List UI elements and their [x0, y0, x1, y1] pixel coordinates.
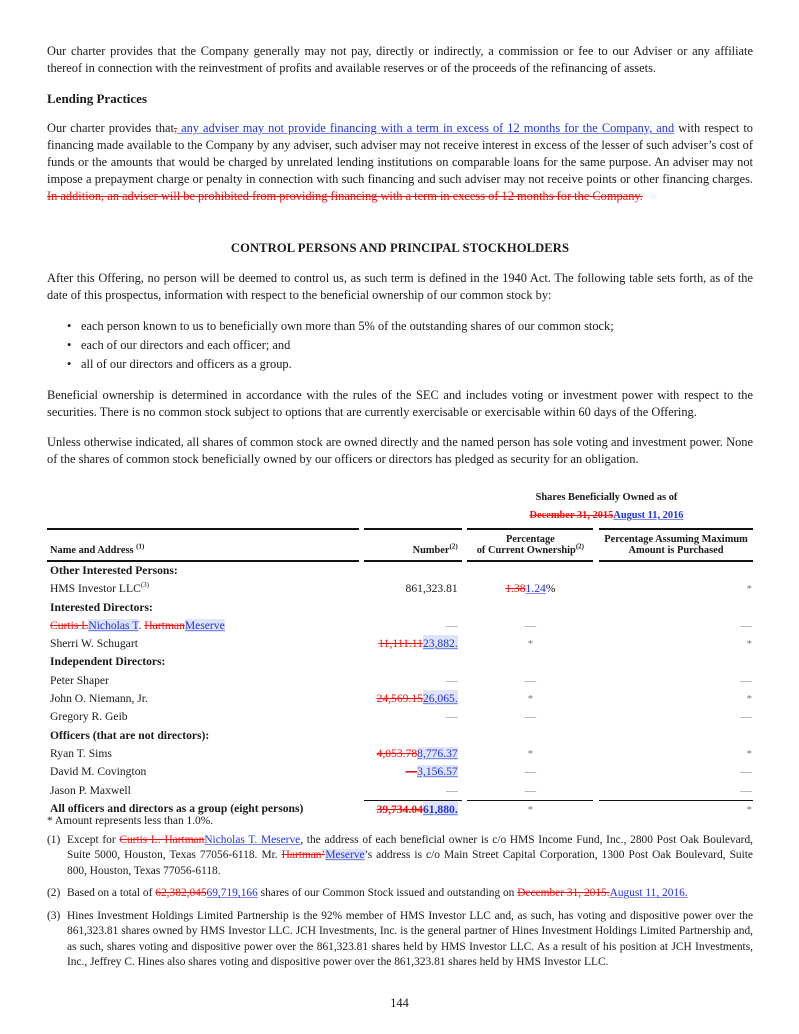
deleted-text: 39,734.04	[376, 802, 423, 816]
row-name	[47, 580, 359, 598]
footnote-ref: (2)	[575, 542, 585, 551]
inserted-text: 26,065.	[422, 692, 458, 706]
table-row	[47, 708, 753, 726]
inserted-text: 23,882.	[422, 637, 458, 651]
section-title: CONTROL PERSONS AND PRINCIPAL STOCKHOLDERS	[230, 241, 570, 256]
table-row	[47, 635, 753, 653]
row-number	[364, 745, 461, 763]
footnote-number: (1)	[47, 833, 61, 846]
row-percentage: —	[524, 618, 537, 632]
inserted-text: Meserve	[184, 618, 225, 632]
row-percentage: —	[524, 783, 537, 797]
row-number: 861,323.81	[405, 582, 458, 596]
footnote-ref: (2)	[449, 542, 458, 551]
header-max-line1: Percentage Assuming Maximum	[604, 533, 748, 545]
row-percentage: —	[524, 673, 537, 687]
footnotes	[47, 833, 753, 978]
inserted-text: 8,776.37	[417, 746, 458, 760]
table-category-row	[47, 562, 753, 580]
footnote-item	[47, 886, 753, 902]
table-row	[47, 782, 753, 800]
category-label: Independent Directors:	[50, 655, 166, 669]
row-max-percentage: —	[740, 618, 752, 632]
table-star-note: * Amount represents less than 1.0%.	[47, 814, 214, 827]
inserted-text: 3,156.57	[417, 765, 458, 779]
table-row	[47, 617, 753, 635]
footnote-ref: (1)	[136, 542, 145, 551]
inserted-text: Nicholas T. Meserve	[204, 833, 301, 846]
row-number	[364, 800, 461, 819]
table-row	[47, 690, 753, 708]
category-label: Other Interested Persons:	[50, 563, 178, 577]
deleted-text: 11,111.11	[378, 637, 423, 651]
row-name: Ryan T. Sims	[50, 746, 112, 760]
header-number	[364, 528, 461, 562]
inserted-text: any adviser may not provide financing with a term in excess of 12 months for the Company, and	[177, 121, 675, 136]
footnote-text	[67, 833, 753, 880]
row-percentage: *	[467, 800, 593, 819]
header-max-line2: Amount is Purchased	[628, 545, 724, 557]
header-percentage-current	[467, 528, 593, 562]
deleted-text: December 31, 2015	[529, 509, 614, 521]
paragraph-commission: Our charter provides that the Company generally may not pay, directly or indirectly, a commission or fee to our Adviser or any affiliate thereof in connection with the reinvestment of profits and available reserves or of the proceeds of the refinancing of assets.	[47, 44, 753, 75]
table-row	[47, 763, 753, 781]
row-name-text: HMS Investor LLC	[50, 582, 141, 596]
ownership-table	[47, 528, 753, 819]
table-category-row	[47, 599, 753, 617]
row-name: Sherri W. Schugart	[50, 637, 138, 651]
table-row	[47, 580, 753, 598]
footnote-text-part: , the address of each beneficial owner is c/o HMS Income Fund, Inc., 2800 Post Oak Boulevard, Suite 5000, Houston, Texas 77056-6118. Mr.	[67, 833, 753, 862]
footnote-number: (2)	[47, 887, 61, 900]
table-span-header: Shares Beneficially Owned as of	[535, 491, 678, 503]
row-max-percentage: *	[746, 583, 752, 596]
row-name: All officers and directors as a group (eight persons)	[50, 802, 304, 816]
table-span-date	[460, 507, 753, 525]
footnote-text-part: shares of our Common Stock issued and outstanding on	[257, 887, 518, 900]
deleted-text: 24,569.15	[376, 692, 423, 706]
bullet-item: • all of our directors and officers as a group.	[67, 356, 753, 373]
deleted-text: 62,382,045	[155, 887, 207, 900]
deleted-text: Hartman	[144, 618, 185, 632]
bullet-list	[47, 318, 753, 373]
footnote-text: Hines Investment Holdings Limited Partnership is the 92% member of HMS Investor LLC and, as such, has voting and dispositive power over the 861,323.81 shares owned by HMS Investor LLC. JCH Investments, Inc. is the general partner of Hines Investment Holdings Limited Partnership and, as such, shares voting and dispositive power over the 861,323.81 shares held by HMS Investor LLC. As a result of his position at JCH Investments, Inc., Jeffrey C. Hines also shares voting and dispositive power over the 861,323.81 shares held by HMS Investor LLC.	[67, 909, 753, 969]
category-label: Officers (that are not directors):	[50, 728, 210, 742]
paragraph-unless: Unless otherwise indicated, all shares of common stock are owned directly and the named person has sole voting and investment power. None of the shares of common stock beneficially owned by our officers or directors has pledged as security for an obligation.	[47, 435, 753, 467]
footnote-text-part: Based on a total of	[67, 887, 156, 900]
header-name	[47, 528, 359, 562]
footnote-ref: (3)	[140, 581, 149, 590]
footnote-text-part: Except for	[67, 833, 120, 846]
lending-text-b: with respect to financing made available to the Company by any adviser, such adviser may not receive interest in excess of the lesser of such adviser’s cost of funds or the amounts that would be charged by unrelated lending institutions on comparable loans for the same purpose. An adviser may not impose a prepayment charge or penalty in connection with such financing and such adviser may not receive points or other financing charges.	[47, 121, 754, 186]
footnote-text-part: ’s address is c/o Main Street Capital Corporation, 1300 Post Oak Boulevard, Suite 800, Houston, Texas 77056-6118.	[67, 849, 753, 877]
bullet-item: • each person known to us to beneficially own more than 5% of the outstanding shares of our common stock;	[67, 318, 753, 335]
inserted-text: 1.24	[525, 582, 546, 596]
row-max-percentage: —	[740, 783, 752, 797]
inserted-text: Nicholas T	[88, 618, 139, 632]
footnote-item	[47, 833, 753, 880]
paragraph-control: After this Offering, no person will be deemed to control us, as such term is defined in the 1940 Act. The following table sets forth, as of the date of this prospectus, information with respect to the beneficial ownership of our common stock by:	[47, 271, 753, 302]
lending-text-a: Our charter provides that	[47, 121, 174, 136]
paragraph-beneficial: Beneficial ownership is determined in accordance with the rules of the SEC and includes voting or investment power with respect to the securities. There is no common stock subject to options that are currently exercisable or exercisable within 60 days of the Offering.	[47, 387, 753, 419]
header-number-label: Number	[412, 545, 450, 557]
header-percentage-maximum	[599, 528, 753, 562]
deleted-text: Curtis L. Hartman	[119, 833, 205, 846]
deleted-text: 1.38	[505, 582, 526, 596]
row-max-percentage: *	[599, 800, 753, 819]
deleted-text: Curtis L	[50, 618, 89, 632]
row-name: Peter Shaper	[50, 673, 109, 687]
row-max-percentage: *	[746, 747, 752, 760]
row-name	[47, 617, 359, 635]
inserted-text: 69,719,166	[206, 887, 258, 900]
footnote-number: (3)	[47, 909, 61, 922]
paragraph-lending	[47, 120, 753, 204]
row-name-text: .	[138, 618, 145, 632]
header-pct-line1: Percentage	[505, 533, 555, 545]
row-percentage: *	[527, 693, 534, 706]
inserted-text: August 11, 2016	[613, 509, 684, 521]
header-name-label: Name and Address	[50, 545, 134, 557]
row-number	[364, 763, 461, 781]
inserted-text: Meserve	[325, 849, 365, 862]
row-number	[364, 635, 461, 653]
row-number: —	[446, 783, 458, 797]
row-percentage	[467, 580, 593, 598]
row-percentage: —	[524, 765, 537, 779]
inserted-text: August 11, 2016.	[609, 887, 688, 900]
row-max-percentage: —	[740, 673, 752, 687]
table-row	[47, 745, 753, 763]
inserted-text: 61,880.	[422, 802, 458, 816]
row-max-percentage: —	[740, 710, 752, 724]
deleted-text: In addition, an adviser will be prohibited from providing financing with a term in excess of 12 months for the Company.	[47, 188, 643, 203]
row-number: —	[446, 710, 458, 724]
row-name: John O. Niemann, Jr.	[50, 692, 148, 706]
category-label: Interested Directors:	[50, 600, 153, 614]
footnote-text	[67, 886, 753, 902]
document-page	[47, 43, 754, 969]
percent-sign: %	[545, 582, 556, 596]
deleted-text: 4,053.78	[376, 746, 418, 760]
deleted-text: Hartman’	[281, 849, 326, 862]
row-max-percentage: *	[746, 638, 752, 651]
row-percentage: *	[527, 747, 534, 760]
row-percentage: *	[527, 638, 534, 651]
deleted-text: December 31, 2015.	[517, 887, 610, 900]
row-name: David M. Covington	[50, 765, 147, 779]
deleted-text: —	[405, 765, 418, 779]
row-name: Jason P. Maxwell	[50, 783, 131, 797]
table-row	[47, 672, 753, 690]
bullet-item: • each of our directors and each officer; and	[67, 337, 753, 354]
row-number	[364, 690, 461, 708]
lending-practices-heading: Lending Practices	[47, 90, 148, 106]
row-percentage: —	[524, 710, 537, 724]
footnote-item	[47, 909, 753, 971]
row-number: —	[446, 673, 458, 687]
row-max-percentage: —	[740, 765, 752, 779]
row-name: Gregory R. Geib	[50, 710, 128, 724]
row-max-percentage: *	[746, 693, 752, 706]
table-category-row	[47, 653, 753, 671]
row-number: —	[446, 618, 458, 632]
deleted-text: ,	[173, 121, 178, 136]
page-number: 144	[390, 996, 409, 1010]
header-pct-line2: of Current Ownership	[476, 545, 576, 557]
table-category-row	[47, 727, 753, 745]
table-header-row	[47, 528, 753, 562]
